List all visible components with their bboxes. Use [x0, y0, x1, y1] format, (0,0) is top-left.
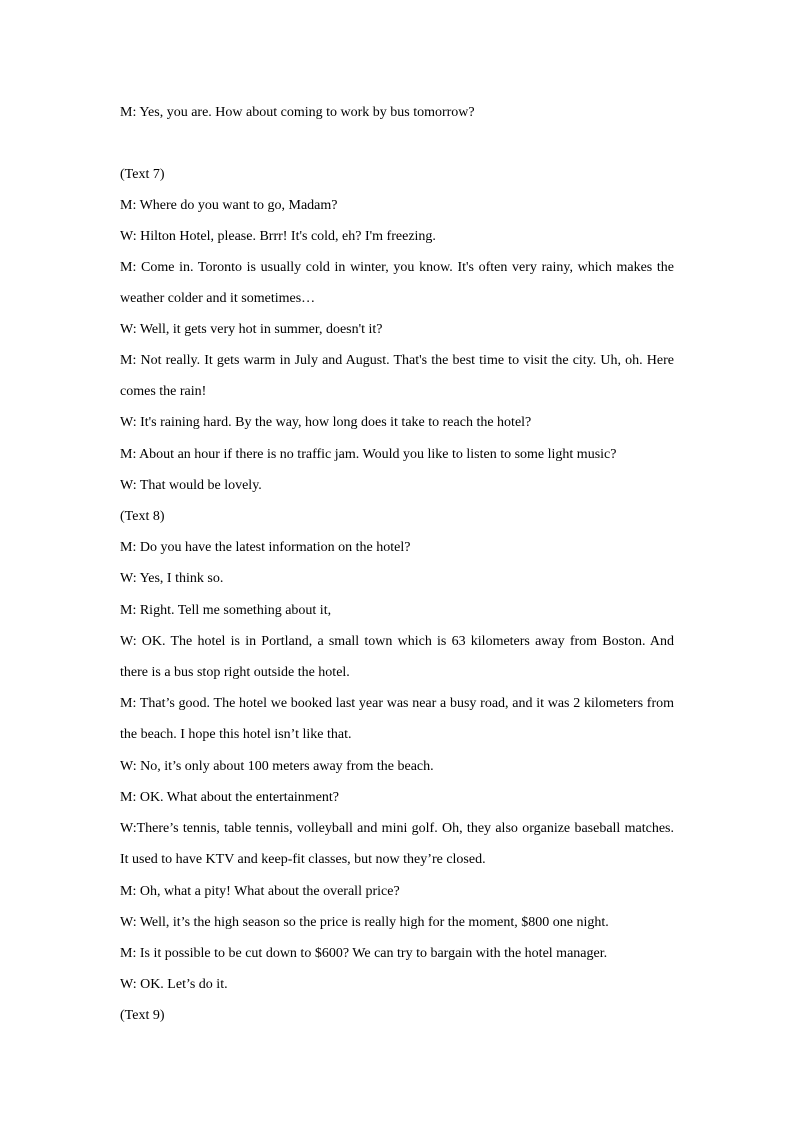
dialogue-line: W: Hilton Hotel, please. Brrr! It's cold, eh? I'm freezing.	[120, 229, 436, 244]
section-heading: (Text 8)	[120, 509, 165, 524]
dialogue-line: W: It's raining hard. By the way, how long does it take to reach the hotel?	[120, 415, 532, 430]
dialogue-line: W: Well, it’s the high season so the price is really high for the moment, $800 one night.	[120, 915, 609, 930]
dialogue-line: M: Oh, what a pity! What about the overall price?	[120, 884, 400, 899]
dialogue-text: W:There’s tennis, table tennis, volleyball and mini golf. Oh, they also organize baseball matches. It used to have KTV and keep-fit classes, but now they’re closed.	[120, 821, 674, 867]
dialogue-line	[120, 626, 674, 688]
dialogue-text: M: Not really. It gets warm in July and August. That's the best time to visit the city. Uh, oh. Here comes the rain!	[120, 353, 674, 399]
dialogue-text: M: That’s good. The hotel we booked last year was near a busy road, and it was 2 kilometers from the beach. I hope this hotel isn’t like that.	[120, 696, 674, 742]
dialogue-line	[120, 252, 674, 314]
dialogue-line: M: Is it possible to be cut down to $600? We can try to bargain with the hotel manager.	[120, 946, 608, 961]
dialogue-line: M: About an hour if there is no traffic jam. Would you like to listen to some light music?	[120, 447, 617, 462]
dialogue-line	[120, 345, 674, 407]
dialogue-line: W: Yes, I think so.	[120, 571, 224, 586]
dialogue-line: M: Yes, you are. How about coming to work by bus tomorrow?	[120, 105, 475, 120]
dialogue-line: W: No, it’s only about 100 meters away from the beach.	[120, 759, 434, 774]
dialogue-line: W: That would be lovely.	[120, 478, 262, 493]
dialogue-text: M: Come in. Toronto is usually cold in winter, you know. It's often very rainy, which makes the weather colder and it sometimes…	[120, 260, 674, 306]
section-heading: (Text 7)	[120, 167, 165, 182]
dialogue-line: M: Right. Tell me something about it,	[120, 603, 332, 618]
dialogue-line: W: OK. Let’s do it.	[120, 977, 228, 992]
dialogue-line	[120, 813, 674, 875]
section-heading: (Text 9)	[120, 1008, 165, 1023]
dialogue-text: W: OK. The hotel is in Portland, a small town which is 63 kilometers away from Boston. And there is a bus stop right outside the hotel.	[120, 634, 674, 680]
dialogue-line: M: OK. What about the entertainment?	[120, 790, 340, 805]
dialogue-line: M: Where do you want to go, Madam?	[120, 198, 338, 213]
dialogue-line	[120, 688, 674, 750]
dialogue-line: W: Well, it gets very hot in summer, doesn't it?	[120, 322, 383, 337]
dialogue-line: M: Do you have the latest information on the hotel?	[120, 540, 411, 555]
